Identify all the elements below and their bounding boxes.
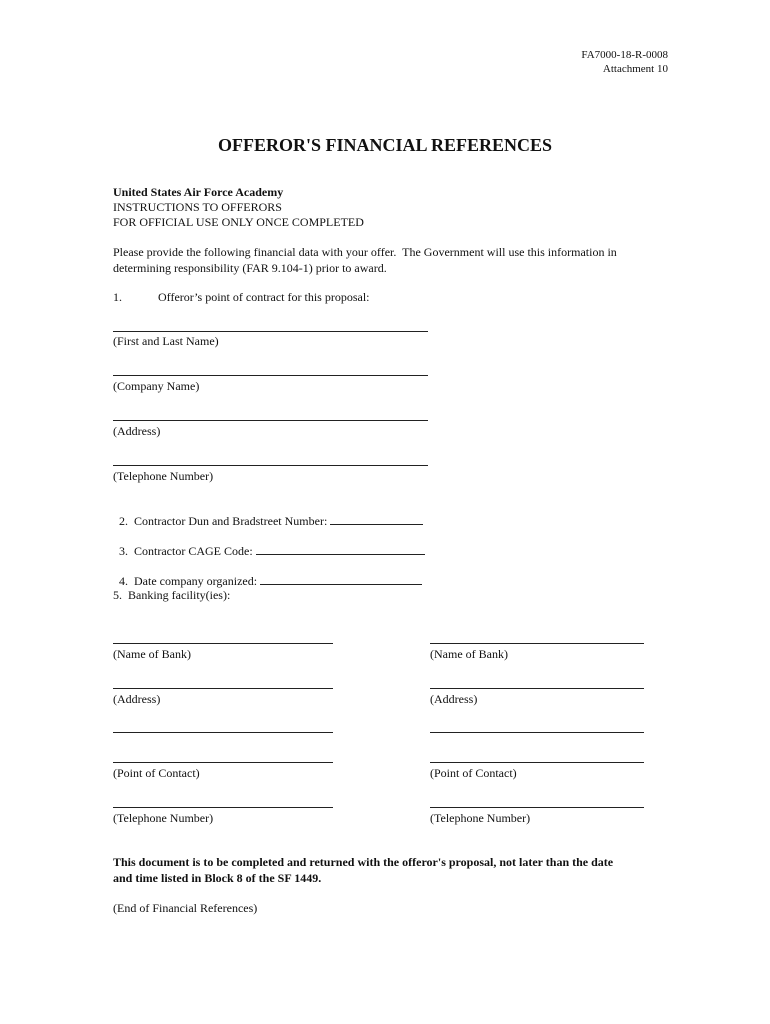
bank-left-poc-label: (Point of Contact): [113, 766, 200, 780]
bank-right-address-field[interactable]: [430, 688, 644, 689]
item-2-duns: [113, 498, 423, 529]
date-organized-field[interactable]: [260, 573, 422, 585]
company-name-field[interactable]: [113, 375, 428, 376]
bank-left-name-field[interactable]: [113, 643, 333, 644]
bank-right-poc-field[interactable]: [430, 762, 644, 763]
contact-telephone-label: (Telephone Number): [113, 469, 214, 483]
bank-left-phone-label: (Telephone Number): [113, 811, 214, 825]
bank-left-poc-field[interactable]: [113, 762, 333, 763]
contact-address-field[interactable]: [113, 420, 428, 421]
duns-field[interactable]: [330, 513, 423, 525]
bank-right-phone-field[interactable]: [430, 807, 644, 808]
bank-right-address-line-2[interactable]: [430, 732, 644, 733]
bank-right-address-label: (Address): [430, 692, 478, 706]
contact-name-field[interactable]: [113, 331, 428, 332]
bank-left-address-label: (Address): [113, 692, 161, 706]
bank-left-address-line-2[interactable]: [113, 732, 333, 733]
bank-right-poc-label: (Point of Contact): [430, 766, 517, 780]
contact-name-label: (First and Last Name): [113, 334, 219, 348]
item-4-date-organized: [113, 558, 422, 589]
intro-line-1: Please provide the following financial data with your offer. The Government will use this information in: [113, 245, 617, 259]
attachment-label: Attachment 10: [602, 63, 668, 75]
document-title: OFFEROR'S FINANCIAL REFERENCES: [217, 135, 553, 155]
instructions-heading: INSTRUCTIONS TO OFFERORS: [113, 200, 282, 214]
contact-address-label: (Address): [113, 424, 161, 438]
official-use-note: FOR OFFICIAL USE ONLY ONCE COMPLETED: [113, 215, 364, 229]
item-3-cage: [113, 528, 425, 559]
cage-label: 3. Contractor CAGE Code:: [119, 544, 253, 558]
end-note: (End of Financial References): [113, 901, 258, 915]
bank-left-address-field[interactable]: [113, 688, 333, 689]
solicitation-number: FA7000-18-R-0008: [581, 49, 668, 61]
company-name-label: (Company Name): [113, 379, 200, 393]
duns-label: 2. Contractor Dun and Bradstreet Number:: [119, 514, 328, 528]
cage-field[interactable]: [256, 543, 425, 555]
date-organized-label: 4. Date company organized:: [119, 574, 258, 588]
item-1-number: 1.: [113, 290, 122, 304]
intro-line-2: determining responsibility (FAR 9.104-1) prior to award.: [113, 261, 387, 275]
bank-left-name-label: (Name of Bank): [113, 647, 191, 661]
bank-right-name-label: (Name of Bank): [430, 647, 508, 661]
item-1-text: Offeror’s point of contract for this proposal:: [158, 290, 370, 304]
organization-name: United States Air Force Academy: [113, 185, 284, 199]
bank-right-name-field[interactable]: [430, 643, 644, 644]
item-5-banking: 5. Banking facility(ies):: [113, 588, 231, 602]
closing-instruction-line-2: and time listed in Block 8 of the SF 1449.: [113, 871, 322, 885]
bank-right-phone-label: (Telephone Number): [430, 811, 531, 825]
contact-telephone-field[interactable]: [113, 465, 428, 466]
bank-left-phone-field[interactable]: [113, 807, 333, 808]
closing-instruction-line-1: This document is to be completed and returned with the offeror's proposal, not later than the date: [113, 855, 614, 869]
